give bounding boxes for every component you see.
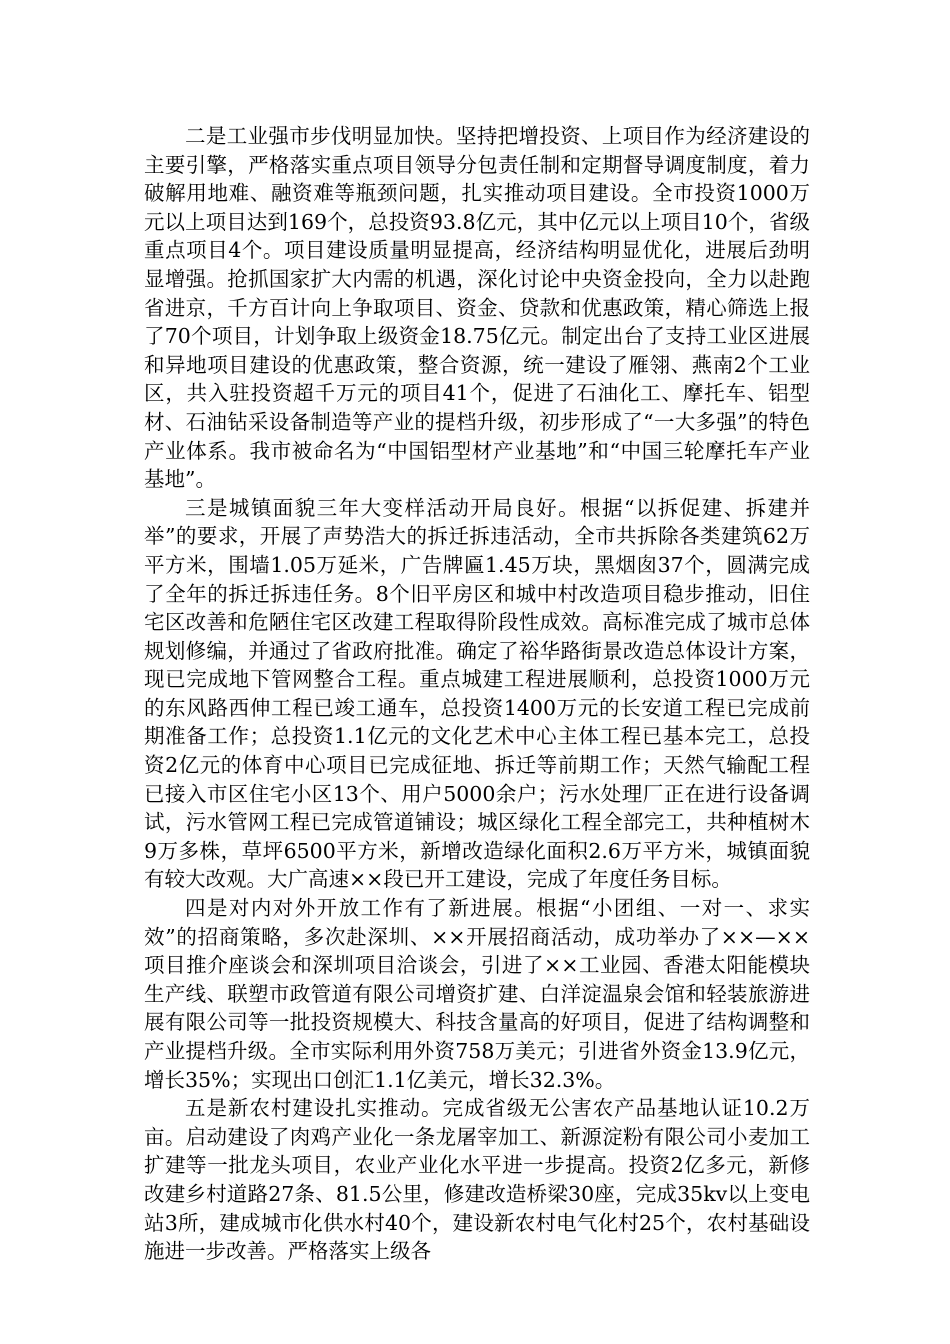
- document-body: [144, 122, 810, 1266]
- paragraph-industry: 二是工业强市步伐明显加快。坚持把增投资、上项目作为经济建设的主要引擎，严格落实重点项目领导分包责任制和定期督导调度制度，着力破解用地难、融资难等瓶颈问题，扎实推动项目建设。全市投资1000万元以上项目达到169个，总投资93.8亿元，其中亿元以上项目10个，省级重点项目4个。项目建设质量明显提高，经济结构明显优化，进展后劲明显增强。抢抓国家扩大内需的机遇，深化讨论中央资金投向，全力以赴跑省进京，千方百计向上争取项目、资金、贷款和优惠政策，精心筛选上报了70个项目，计划争取上级资金18.75亿元。制定出台了支持工业区进展和异地项目建设的优惠政策，整合资源，统一建设了雁翎、燕南2个工业区，共入驻投资超千万元的项目41个，促进了石油化工、摩托车、铝型材、石油钻采设备制造等产业的提档升级，初步形成了“一大多强”的特色产业体系。我市被命名为“中国铝型材产业基地”和“中国三轮摩托车产业基地”。: [144, 124, 810, 492]
- paragraph-rural: 五是新农村建设扎实推动。完成省级无公害农产品基地认证10.2万亩。启动建设了肉鸡产业化一条龙屠宰加工、新源淀粉有限公司小麦加工扩建等一批龙头项目，农业产业化水平进一步提高。投资2亿多元，新修改建乡村道路27条、81.5公里，修建改造桥梁30座，完成35kv以上变电站3所，建成城市化供水村40个，建设新农村电气化村25个，农村基础设施进一步改善。严格落实上级各: [144, 1096, 810, 1264]
- paragraph-opening: 四是对内对外开放工作有了新进展。根据“小团组、一对一、求实效”的招商策略，多次赴深圳、××开展招商活动，成功举办了××—××项目推介座谈会和深圳项目洽谈会，引进了××工业园、香港太阳能模块生产线、联塑市政管道有限公司增资扩建、白洋淀温泉会馆和轻装旅游进展有限公司等一批投资规模大、科技含量高的好项目，促进了结构调整和产业提档升级。全市实际利用外资758万美元；引进省外资金13.9亿元，增长35%；实现出口创汇1.1亿美元，增长32.3%。: [144, 896, 810, 1092]
- paragraph-urban: 三是城镇面貌三年大变样活动开局良好。根据“以拆促建、拆建并举”的要求，开展了声势浩大的拆迁拆违活动，全市共拆除各类建筑62万平方米，围墙1.05万延米，广告牌匾1.45万块，黑烟囱37个，圆满完成了全年的拆迁拆违任务。8个旧平房区和城中村改造项目稳步推动，旧住宅区改善和危陋住宅区改建工程取得阶段性成效。高标准完成了城市总体规划修编，并通过了省政府批准。确定了裕华路街景改造总体设计方案，现已完成地下管网整合工程。重点城建工程进展顺利，总投资1000万元的东风路西伸工程已竣工通车，总投资1400万元的长安道工程已完成前期准备工作；总投资1.1亿元的文化艺术中心主体工程已基本完工，总投资2亿元的体育中心项目已完成征地、拆迁等前期工作；天然气输配工程已接入市区住宅小区13个、用户5000余户；污水处理厂正在进行设备调试，污水管网工程已完成管道铺设；城区绿化工程全部完工，共种植树木9万多株，草坪6500平方米，新增改造绿化面积2.6万平方米，城镇面貌有较大改观。大广高速××段已开工建设，完成了年度任务目标。: [144, 495, 810, 892]
